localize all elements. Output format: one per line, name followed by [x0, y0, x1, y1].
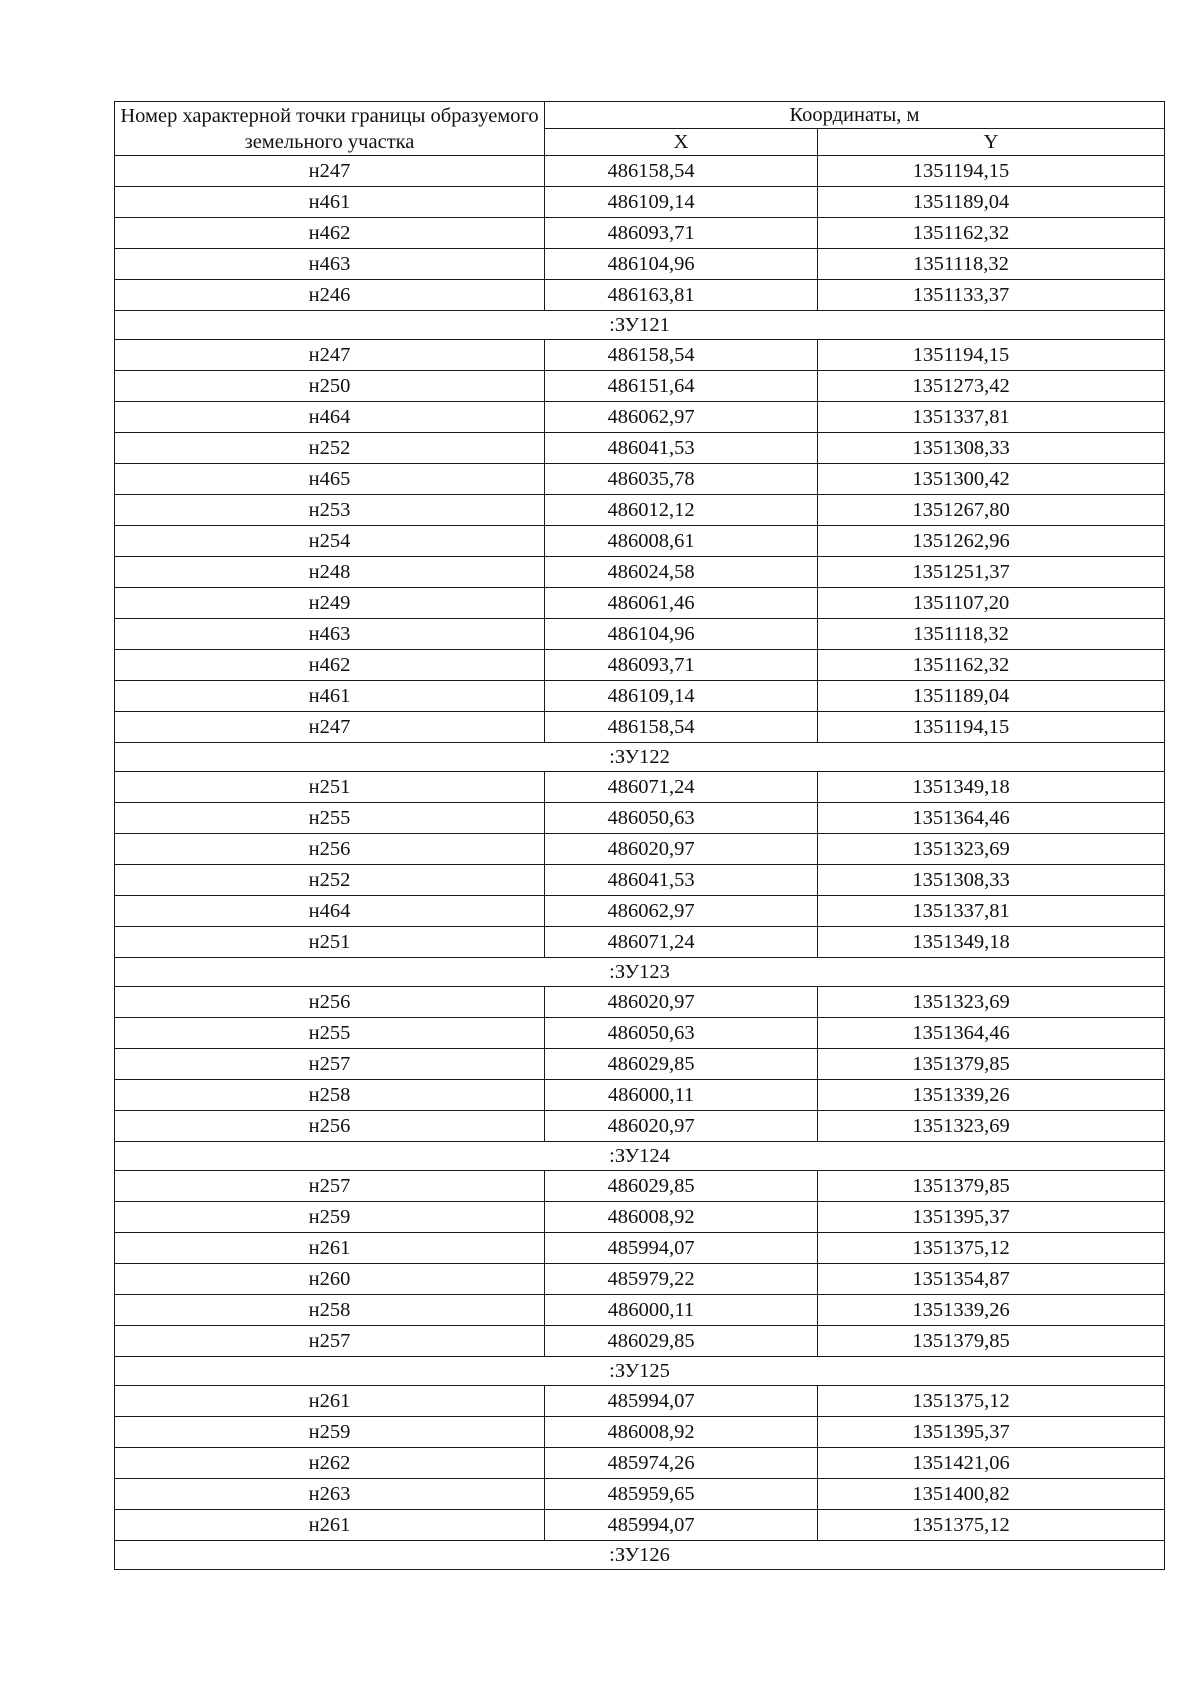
x-column-header: X [545, 129, 818, 156]
x-coordinate-cell: 486029,85 [545, 1049, 818, 1080]
y-coordinate-cell: 1351251,37 [818, 557, 1165, 588]
table-row [115, 249, 1165, 280]
x-coordinate-cell: 486000,11 [545, 1295, 818, 1326]
table-row [115, 1171, 1165, 1202]
x-coordinate-cell: 486020,97 [545, 1111, 818, 1142]
y-coordinate-cell: 1351375,12 [818, 1233, 1165, 1264]
y-coordinate-cell: 1351273,42 [818, 371, 1165, 402]
y-coordinate-cell: 1351308,33 [818, 433, 1165, 464]
section-row [115, 1357, 1165, 1386]
y-coordinate-cell: 1351339,26 [818, 1295, 1165, 1326]
point-number-cell: н255 [115, 803, 545, 834]
y-coordinate-cell: 1351162,32 [818, 650, 1165, 681]
y-coordinate-cell: 1351323,69 [818, 1111, 1165, 1142]
y-coordinate-cell: 1351262,96 [818, 526, 1165, 557]
y-coordinate-cell: 1351194,15 [818, 340, 1165, 371]
y-coordinate-cell: 1351300,42 [818, 464, 1165, 495]
table-row [115, 1479, 1165, 1510]
section-row [115, 958, 1165, 987]
x-coordinate-cell: 486041,53 [545, 865, 818, 896]
x-coordinate-cell: 486000,11 [545, 1080, 818, 1111]
y-coordinate-cell: 1351349,18 [818, 927, 1165, 958]
table-header [115, 102, 1165, 156]
x-coordinate-cell: 486109,14 [545, 187, 818, 218]
y-coordinate-cell: 1351395,37 [818, 1417, 1165, 1448]
y-coordinate-cell: 1351421,06 [818, 1448, 1165, 1479]
y-coordinate-cell: 1351107,20 [818, 588, 1165, 619]
point-number-cell: н247 [115, 340, 545, 371]
table-row [115, 218, 1165, 249]
x-coordinate-cell: 485979,22 [545, 1264, 818, 1295]
y-coordinate-cell: 1351323,69 [818, 834, 1165, 865]
x-coordinate-cell: 486008,61 [545, 526, 818, 557]
table-row [115, 1233, 1165, 1264]
point-number-cell: н464 [115, 896, 545, 927]
point-number-cell: н464 [115, 402, 545, 433]
table-row [115, 402, 1165, 433]
table-row [115, 1202, 1165, 1233]
table-row [115, 433, 1165, 464]
point-number-cell: н252 [115, 865, 545, 896]
x-coordinate-cell: 486158,54 [545, 156, 818, 187]
table-row [115, 280, 1165, 311]
point-number-cell: н258 [115, 1080, 545, 1111]
point-number-cell: н463 [115, 249, 545, 280]
point-number-cell: н263 [115, 1479, 545, 1510]
y-coordinate-cell: 1351189,04 [818, 681, 1165, 712]
y-coordinate-cell: 1351194,15 [818, 712, 1165, 743]
y-coordinate-cell: 1351400,82 [818, 1479, 1165, 1510]
table-row [115, 557, 1165, 588]
point-number-cell: н261 [115, 1386, 545, 1417]
table-row [115, 987, 1165, 1018]
header-row [115, 102, 1165, 129]
point-number-cell: н261 [115, 1233, 545, 1264]
y-coordinate-cell: 1351133,37 [818, 280, 1165, 311]
point-number-cell: н262 [115, 1448, 545, 1479]
y-coordinate-cell: 1351364,46 [818, 1018, 1165, 1049]
y-coordinate-cell: 1351337,81 [818, 896, 1165, 927]
table-row [115, 464, 1165, 495]
x-coordinate-cell: 486061,46 [545, 588, 818, 619]
y-coordinate-cell: 1351337,81 [818, 402, 1165, 433]
x-coordinate-cell: 486071,24 [545, 927, 818, 958]
point-number-cell: н257 [115, 1171, 545, 1202]
y-coordinate-cell: 1351379,85 [818, 1326, 1165, 1357]
table-row [115, 588, 1165, 619]
y-coordinate-cell: 1351375,12 [818, 1386, 1165, 1417]
y-coordinate-cell: 1351118,32 [818, 249, 1165, 280]
point-number-cell: н255 [115, 1018, 545, 1049]
section-row [115, 1541, 1165, 1570]
x-coordinate-cell: 486151,64 [545, 371, 818, 402]
y-coordinate-cell: 1351395,37 [818, 1202, 1165, 1233]
x-coordinate-cell: 486029,85 [545, 1326, 818, 1357]
x-coordinate-cell: 486008,92 [545, 1417, 818, 1448]
coordinates-header: Координаты, м [545, 102, 1165, 129]
table-row [115, 187, 1165, 218]
point-number-cell: н246 [115, 280, 545, 311]
table-row [115, 927, 1165, 958]
table-row [115, 834, 1165, 865]
point-number-cell: н261 [115, 1510, 545, 1541]
point-number-cell: н251 [115, 772, 545, 803]
y-coordinate-cell: 1351267,80 [818, 495, 1165, 526]
section-label: :ЗУ122 [115, 743, 1165, 772]
x-coordinate-cell: 486062,97 [545, 402, 818, 433]
y-coordinate-cell: 1351339,26 [818, 1080, 1165, 1111]
table-row [115, 1510, 1165, 1541]
y-coordinate-cell: 1351364,46 [818, 803, 1165, 834]
point-number-cell: н260 [115, 1264, 545, 1295]
x-coordinate-cell: 486041,53 [545, 433, 818, 464]
table-row [115, 1386, 1165, 1417]
y-coordinate-cell: 1351349,18 [818, 772, 1165, 803]
table-row [115, 650, 1165, 681]
table-row [115, 1326, 1165, 1357]
x-coordinate-cell: 485994,07 [545, 1233, 818, 1264]
point-number-cell: н256 [115, 987, 545, 1018]
table-row [115, 526, 1165, 557]
point-number-cell: н259 [115, 1202, 545, 1233]
table-row [115, 681, 1165, 712]
table-row [115, 1264, 1165, 1295]
point-number-cell: н256 [115, 1111, 545, 1142]
table-row [115, 340, 1165, 371]
y-coordinate-cell: 1351323,69 [818, 987, 1165, 1018]
x-coordinate-cell: 486020,97 [545, 987, 818, 1018]
point-number-cell: н247 [115, 712, 545, 743]
section-label: :ЗУ123 [115, 958, 1165, 987]
point-number-cell: н252 [115, 433, 545, 464]
section-label: :ЗУ125 [115, 1357, 1165, 1386]
x-coordinate-cell: 486050,63 [545, 1018, 818, 1049]
section-row [115, 743, 1165, 772]
point-number-cell: н461 [115, 681, 545, 712]
point-number-cell: н253 [115, 495, 545, 526]
x-coordinate-cell: 485974,26 [545, 1448, 818, 1479]
table-row [115, 896, 1165, 927]
x-coordinate-cell: 486024,58 [545, 557, 818, 588]
section-row [115, 311, 1165, 340]
table-row [115, 495, 1165, 526]
table-row [115, 803, 1165, 834]
x-coordinate-cell: 486008,92 [545, 1202, 818, 1233]
table-row [115, 1295, 1165, 1326]
table-row [115, 1111, 1165, 1142]
x-coordinate-cell: 486158,54 [545, 340, 818, 371]
point-number-cell: н462 [115, 218, 545, 249]
point-number-cell: н258 [115, 1295, 545, 1326]
point-number-cell: н462 [115, 650, 545, 681]
x-coordinate-cell: 486012,12 [545, 495, 818, 526]
x-coordinate-cell: 486158,54 [545, 712, 818, 743]
y-coordinate-cell: 1351375,12 [818, 1510, 1165, 1541]
point-number-cell: н257 [115, 1049, 545, 1080]
point-number-cell: н254 [115, 526, 545, 557]
section-label: :ЗУ126 [115, 1541, 1165, 1570]
x-coordinate-cell: 486109,14 [545, 681, 818, 712]
x-coordinate-cell: 485994,07 [545, 1510, 818, 1541]
point-number-cell: н251 [115, 927, 545, 958]
point-number-header: Номер характерной точки границы образуемого земельного участка [115, 102, 545, 156]
y-coordinate-cell: 1351118,32 [818, 619, 1165, 650]
y-coordinate-cell: 1351194,15 [818, 156, 1165, 187]
table-row [115, 772, 1165, 803]
table-row [115, 712, 1165, 743]
point-number-cell: н247 [115, 156, 545, 187]
point-number-cell: н256 [115, 834, 545, 865]
x-coordinate-cell: 486104,96 [545, 619, 818, 650]
y-coordinate-cell: 1351308,33 [818, 865, 1165, 896]
point-number-cell: н259 [115, 1417, 545, 1448]
x-coordinate-cell: 486163,81 [545, 280, 818, 311]
section-label: :ЗУ124 [115, 1142, 1165, 1171]
table-row [115, 156, 1165, 187]
x-coordinate-cell: 486050,63 [545, 803, 818, 834]
x-coordinate-cell: 486020,97 [545, 834, 818, 865]
y-coordinate-cell: 1351354,87 [818, 1264, 1165, 1295]
x-coordinate-cell: 486029,85 [545, 1171, 818, 1202]
x-coordinate-cell: 486071,24 [545, 772, 818, 803]
coordinates-table [114, 101, 1165, 1570]
table-row [115, 1448, 1165, 1479]
y-coordinate-cell: 1351379,85 [818, 1171, 1165, 1202]
x-coordinate-cell: 486035,78 [545, 464, 818, 495]
x-coordinate-cell: 485994,07 [545, 1386, 818, 1417]
table-row [115, 1417, 1165, 1448]
point-number-cell: н250 [115, 371, 545, 402]
point-number-cell: н465 [115, 464, 545, 495]
y-coordinate-cell: 1351189,04 [818, 187, 1165, 218]
table-row [115, 1018, 1165, 1049]
table-row [115, 1080, 1165, 1111]
y-column-header: Y [818, 129, 1165, 156]
table-row [115, 619, 1165, 650]
section-label: :ЗУ121 [115, 311, 1165, 340]
y-coordinate-cell: 1351162,32 [818, 218, 1165, 249]
x-coordinate-cell: 486062,97 [545, 896, 818, 927]
table-row [115, 865, 1165, 896]
x-coordinate-cell: 486104,96 [545, 249, 818, 280]
x-coordinate-cell: 486093,71 [545, 218, 818, 249]
point-number-cell: н463 [115, 619, 545, 650]
section-row [115, 1142, 1165, 1171]
table-body [115, 156, 1165, 1570]
y-coordinate-cell: 1351379,85 [818, 1049, 1165, 1080]
point-number-cell: н257 [115, 1326, 545, 1357]
point-number-cell: н461 [115, 187, 545, 218]
x-coordinate-cell: 485959,65 [545, 1479, 818, 1510]
x-coordinate-cell: 486093,71 [545, 650, 818, 681]
table-row [115, 1049, 1165, 1080]
table-row [115, 371, 1165, 402]
point-number-cell: н248 [115, 557, 545, 588]
point-number-cell: н249 [115, 588, 545, 619]
